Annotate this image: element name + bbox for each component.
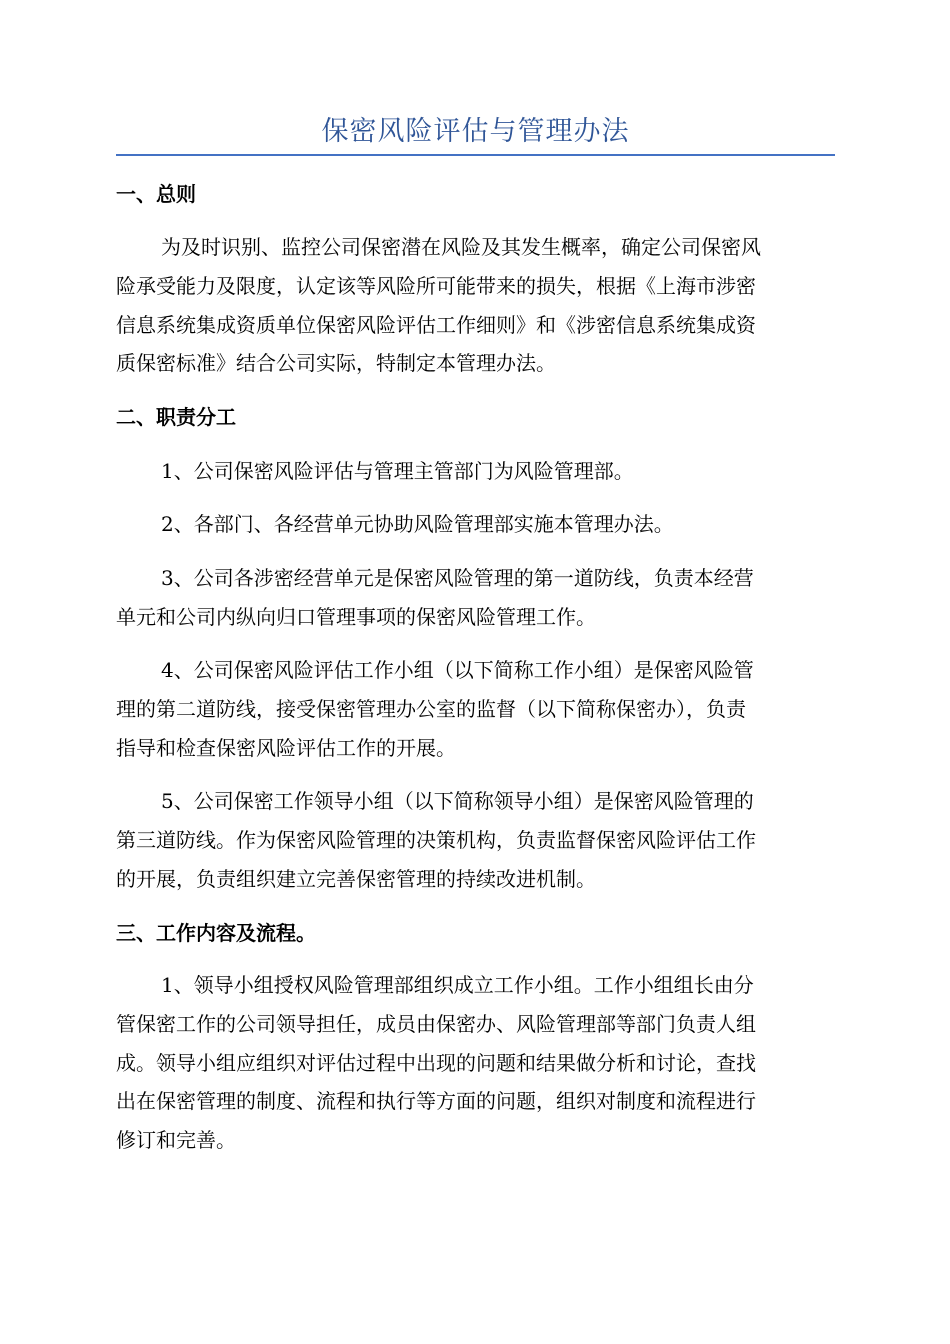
text-line: 管保密工作的公司领导担任，成员由保密办、风险管理部等部门负责人组 (116, 1011, 756, 1036)
section-heading-general: 一、总则 (116, 182, 196, 206)
text-line: 5、公司保密工作领导小组（以下简称领导小组）是保密风险管理的 (161, 789, 754, 813)
text-line: 1、公司保密风险评估与管理主管部门为风险管理部。 (161, 459, 634, 483)
text-line: 出在保密管理的制度、流程和执行等方面的问题，组织对制度和流程进行 (116, 1089, 756, 1114)
text-line: 第三道防线。作为保密风险管理的决策机构，负责监督保密风险评估工作 (116, 827, 756, 852)
paragraph-workflow-1 (116, 966, 835, 1160)
text-line: 为及时识别、监控公司保密潜在风险及其发生概率，确定公司保密风 (161, 235, 761, 259)
text-line: 理的第二道防线，接受保密管理办公室的监督（以下简称保密办），负责 (116, 696, 746, 721)
section-heading-responsibilities: 二、职责分工 (116, 405, 236, 429)
paragraph-responsibility-5 (116, 782, 835, 898)
text-line: 成。领导小组应组织对评估过程中出现的问题和结果做分析和讨论，查找 (116, 1050, 756, 1075)
text-line: 3、公司各涉密经营单元是保密风险管理的第一道防线，负责本经营 (161, 566, 754, 590)
text-line: 质保密标准》结合公司实际，特制定本管理办法。 (116, 351, 556, 376)
text-line: 险承受能力及限度，认定该等风险所可能带来的损失，根据《上海市涉密 (116, 273, 756, 298)
paragraph-general-purpose (116, 228, 835, 383)
paragraph-responsibility-2 (116, 505, 835, 544)
paragraph-responsibility-3 (116, 559, 835, 637)
text-line: 4、公司保密风险评估工作小组（以下简称工作小组）是保密风险管 (161, 658, 754, 682)
text-line: 的开展，负责组织建立完善保密管理的持续改进机制。 (116, 866, 596, 891)
document-title: 保密风险评估与管理办法 (321, 116, 630, 147)
text-line: 2、各部门、各经营单元协助风险管理部实施本管理办法。 (161, 512, 674, 536)
title-underline-rule (116, 154, 835, 156)
paragraph-responsibility-1 (116, 452, 835, 491)
text-line: 1、领导小组授权风险管理部组织成立工作小组。工作小组组长由分 (161, 973, 754, 997)
text-line: 信息系统集成资质单位保密风险评估工作细则》和《涉密信息系统集成资 (116, 312, 756, 337)
paragraph-responsibility-4 (116, 651, 835, 767)
text-line: 指导和检查保密风险评估工作的开展。 (116, 735, 456, 760)
section-heading-workflow: 三、工作内容及流程。 (116, 921, 316, 945)
text-line: 修订和完善。 (116, 1128, 236, 1153)
text-line: 单元和公司内纵向归口管理事项的保密风险管理工作。 (116, 604, 596, 629)
